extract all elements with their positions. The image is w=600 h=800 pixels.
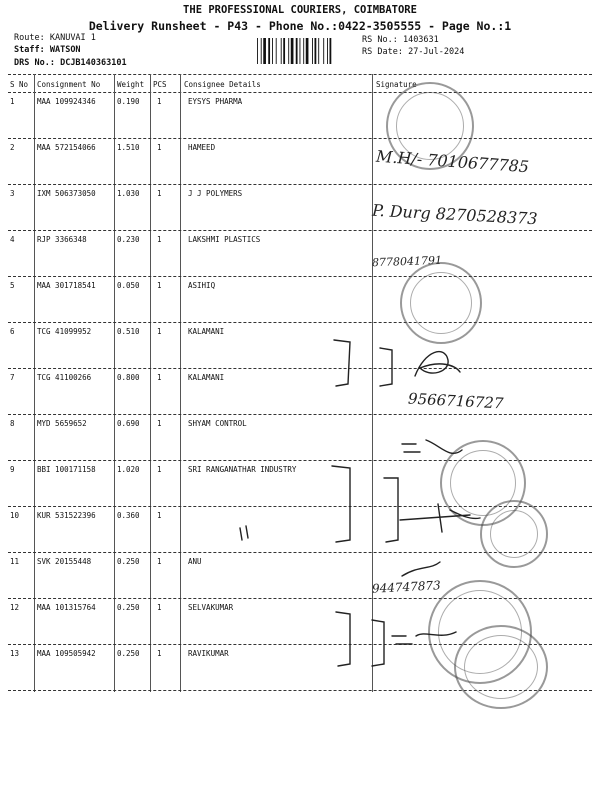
row-pcs: 1 — [157, 557, 162, 566]
row-weight: 0.250 — [117, 557, 140, 566]
row-consignee: SHYAM CONTROL — [188, 419, 247, 428]
row-pcs: 1 — [157, 327, 162, 336]
drs-value: DCJB140363101 — [60, 58, 127, 68]
handwritten-phone: 944747873 — [371, 578, 442, 596]
row-pcs: 1 — [157, 189, 162, 198]
row-consignment-no: RJP 3366348 — [37, 235, 87, 244]
route-label: Route: — [14, 33, 45, 43]
col-header-sno: S No — [10, 80, 29, 89]
row-sno: 12 — [10, 603, 20, 612]
row-consignment-no: MAA 101315764 — [37, 603, 96, 612]
row-consignee: KALAMANI — [188, 373, 225, 382]
handwritten-phone: P. Durg 8270528373 — [371, 200, 538, 229]
row-pcs: 1 — [157, 97, 162, 106]
col-header-consignment: Consignment No — [37, 80, 101, 89]
rs-date-value: 27-Jul-2024 — [408, 47, 465, 57]
row-pcs: 1 — [157, 373, 162, 382]
row-sno: 9 — [10, 465, 15, 474]
row-weight: 0.050 — [117, 281, 140, 290]
row-consignee: ASIHIQ — [188, 281, 216, 290]
company-title: THE PROFESSIONAL COURIERS, COIMBATORE — [183, 4, 417, 16]
row-pcs: 1 — [157, 465, 162, 474]
staff-value: WATSON — [49, 45, 81, 55]
row-weight: 0.190 — [117, 97, 140, 106]
row-weight: 0.250 — [117, 649, 140, 658]
row-consignee: LAKSHMI PLASTICS — [188, 235, 261, 244]
row-consignment-no: MAA 572154066 — [37, 143, 96, 152]
row-weight: 0.800 — [117, 373, 140, 382]
row-consignment-no: TCG 41100266 — [37, 373, 92, 382]
handwritten-phone: 8778041791 — [371, 253, 443, 270]
row-consignee: ANU — [188, 557, 202, 566]
row-pcs: 1 — [157, 281, 162, 290]
row-consignment-no: MAA 301718541 — [37, 281, 96, 290]
rs-date-label: RS Date: — [362, 47, 403, 57]
row-consignee: J J POLYMERS — [188, 189, 243, 198]
drs-label: DRS No.: — [14, 58, 55, 68]
handwritten-phone: M.H/- 7010677785 — [375, 146, 530, 177]
row-consignee: RAVIKUMAR — [188, 649, 229, 658]
row-weight: 1.510 — [117, 143, 140, 152]
row-pcs: 1 — [157, 419, 162, 428]
row-consignment-no: SVK 20155448 — [37, 557, 92, 566]
col-header-pcs: PCS — [153, 80, 167, 89]
row-sno: 1 — [10, 97, 15, 106]
row-pcs: 1 — [157, 603, 162, 612]
staff-label: Staff: — [14, 45, 45, 55]
rs-no-value: 1403631 — [402, 35, 439, 45]
row-sno: 8 — [10, 419, 15, 428]
rs-no-label: RS No.: — [362, 35, 398, 45]
row-sno: 10 — [10, 511, 20, 520]
row-weight: 0.690 — [117, 419, 140, 428]
row-consignment-no: MAA 109924346 — [37, 97, 96, 106]
row-consignment-no: KUR 531522396 — [37, 511, 96, 520]
row-consignee: SRI RANGANATHAR INDUSTRY — [188, 465, 297, 474]
col-header-weight: Weight — [117, 80, 145, 89]
row-consignment-no: MYD 5659652 — [37, 419, 87, 428]
row-weight: 1.020 — [117, 465, 140, 474]
row-consignee: EYSYS PHARMA — [188, 97, 243, 106]
row-pcs: 1 — [157, 235, 162, 244]
row-sno: 7 — [10, 373, 15, 382]
row-pcs: 1 — [157, 143, 162, 152]
row-consignment-no: IXM 506373050 — [37, 189, 96, 198]
route-value: KANUVAI 1 — [49, 33, 96, 43]
row-consignment-no: BBI 100171158 — [37, 465, 96, 474]
row-weight: 0.510 — [117, 327, 140, 336]
row-sno: 4 — [10, 235, 15, 244]
row-consignment-no: MAA 109505942 — [37, 649, 96, 658]
row-sno: 6 — [10, 327, 15, 336]
row-consignee: KALAMANI — [188, 327, 225, 336]
row-sno: 5 — [10, 281, 15, 290]
runsheet-subtitle: Delivery Runsheet - P43 - Phone No.:0422-3505555 - Page No.:1 — [88, 19, 512, 33]
row-weight: 1.030 — [117, 189, 140, 198]
row-pcs: 1 — [157, 511, 162, 520]
handwritten-phone: 9566716727 — [407, 389, 504, 413]
row-weight: 0.230 — [117, 235, 140, 244]
row-sno: 3 — [10, 189, 15, 198]
row-consignment-no: TCG 41099952 — [37, 327, 92, 336]
row-consignee: SELVAKUMAR — [188, 603, 234, 612]
row-pcs: 1 — [157, 649, 162, 658]
row-sno: 11 — [10, 557, 20, 566]
col-header-signature: Signature — [376, 80, 417, 89]
col-header-consignee: Consignee Details — [184, 80, 261, 89]
row-weight: 0.360 — [117, 511, 140, 520]
row-sno: 2 — [10, 143, 15, 152]
row-weight: 0.250 — [117, 603, 140, 612]
row-consignee: HAMEED — [188, 143, 216, 152]
row-sno: 13 — [10, 649, 20, 658]
